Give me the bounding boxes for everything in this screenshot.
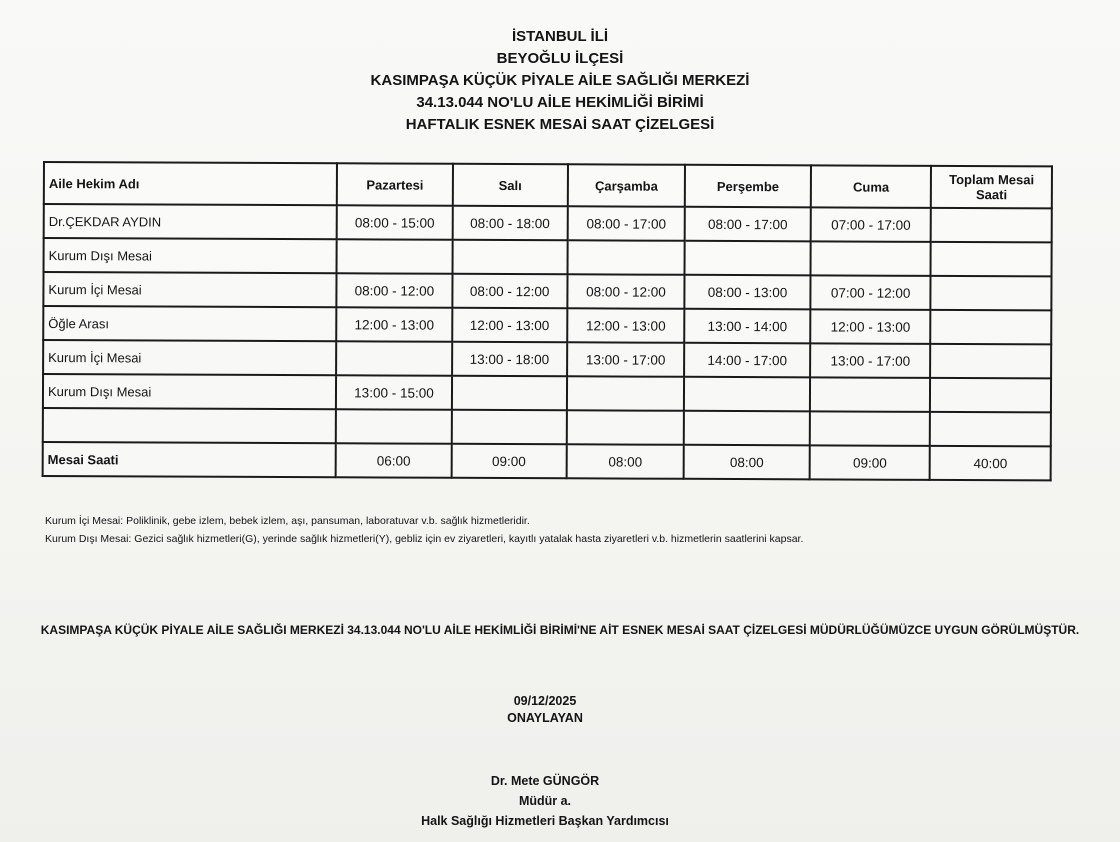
column-header-friday: Cuma [811, 165, 932, 208]
column-header-wednesday: Çarşamba [568, 164, 686, 207]
table-cell: 14:00 - 17:00 [684, 343, 810, 378]
column-header-tuesday: Salı [452, 164, 567, 207]
total-row [43, 442, 1051, 480]
table-cell: 08:00 - 12:00 [337, 273, 452, 308]
table-row [43, 340, 1051, 378]
row-label: Kurum İçi Mesai [43, 272, 337, 307]
header-schedule-title: HAFTALIK ESNEK MESAİ SAAT ÇİZELGESİ [405, 116, 715, 133]
table-cell [452, 376, 567, 411]
approval-date-block [0, 693, 1090, 727]
total-monday: 06:00 [336, 443, 451, 478]
footnotes [45, 512, 803, 548]
table-cell: 12:00 - 13:00 [337, 307, 452, 342]
table-cell [931, 276, 1052, 311]
footnote-internal: Kurum İçi Mesai: Poliklinik, gebe izlem, bebek izlem, aşı, pansuman, laboratuvar v.b. sağlık hizmetleridir. [45, 515, 530, 527]
table-cell [567, 410, 684, 445]
table-cell [810, 241, 931, 276]
table-cell: 07:00 - 12:00 [810, 275, 931, 310]
document-header [0, 26, 1120, 136]
column-header-thursday: Perşembe [685, 165, 811, 208]
row-label: Öğle Arası [43, 306, 337, 341]
header-province: İSTANBUL İLİ [511, 28, 609, 45]
table-row [43, 272, 1051, 310]
table-cell [684, 411, 810, 446]
footnote-external: Kurum Dışı Mesai: Gezici sağlık hizmetleri(G), yerinde sağlık hizmetleri(Y), gebliz için ev ziyaretleri, kayıtlı yatalak hasta ziyaretleri v.b. hizmetlerin saatlerini kapsar. [45, 533, 804, 545]
table-cell: 08:00 - 17:00 [685, 207, 811, 242]
table-cell [336, 409, 451, 444]
signatory-role: Müdür a. [518, 794, 572, 808]
row-label [43, 408, 337, 443]
column-header-doctor: Aile Hekim Adı [44, 162, 338, 205]
signatory-name: Dr. Mete GÜNGÖR [490, 774, 600, 788]
table-header-row [44, 162, 1052, 208]
table-cell: 13:00 - 15:00 [336, 375, 451, 410]
table-cell: 12:00 - 13:00 [810, 309, 931, 344]
table-cell: 08:00 - 15:00 [337, 205, 452, 240]
table-cell [810, 377, 931, 412]
row-label: Kurum İçi Mesai [43, 340, 337, 375]
table-row [43, 306, 1051, 344]
schedule-table [42, 161, 1053, 481]
total-weekly: 40:00 [930, 446, 1051, 481]
table-cell: 13:00 - 14:00 [684, 309, 810, 344]
signatory-block [0, 771, 1090, 831]
table-cell: 08:00 - 12:00 [567, 274, 684, 309]
total-thursday: 08:00 [684, 445, 810, 480]
total-row-label: Mesai Saati [43, 442, 337, 477]
header-unit: 34.13.044 NO'LU AİLE HEKİMLİĞİ BİRİMİ [416, 94, 704, 111]
row-label: Kurum Dışı Mesai [44, 238, 338, 273]
table-cell: 07:00 - 17:00 [811, 207, 932, 242]
table-cell [931, 242, 1052, 277]
table-cell: 13:00 - 17:00 [567, 342, 684, 377]
table-cell: 08:00 - 12:00 [452, 274, 567, 309]
table-cell [930, 378, 1051, 413]
table-cell: 13:00 - 17:00 [810, 343, 931, 378]
table-cell [931, 208, 1052, 243]
table-cell [336, 341, 451, 376]
table-cell [930, 412, 1051, 447]
table-cell [810, 411, 931, 446]
total-wednesday: 08:00 [566, 444, 683, 479]
total-friday: 09:00 [810, 445, 931, 480]
table-cell [337, 239, 452, 274]
table-cell: 08:00 - 17:00 [568, 206, 685, 241]
table-cell: 13:00 - 18:00 [452, 342, 567, 377]
table-cell: 12:00 - 13:00 [452, 308, 567, 343]
table-row [44, 238, 1052, 276]
approval-date: 09/12/2025 [513, 694, 577, 708]
row-label: Kurum Dışı Mesai [43, 374, 337, 409]
table-cell [567, 376, 684, 411]
column-header-monday: Pazartesi [337, 163, 452, 206]
signatory-title: Halk Sağlığı Hizmetleri Başkan Yardımcısı [421, 814, 669, 828]
table-row [43, 408, 1051, 446]
header-district: BEYOĞLU İLÇESİ [496, 50, 624, 67]
table-cell [931, 310, 1052, 345]
table-cell [567, 240, 684, 275]
approver-label: ONAYLAYAN [507, 711, 583, 725]
table-row [44, 204, 1052, 242]
table-cell [685, 241, 811, 276]
header-health-center: KASIMPAŞA KÜÇÜK PİYALE AİLE SAĞLIĞI MERKEZİ [370, 72, 750, 89]
table-cell: 08:00 - 18:00 [452, 206, 567, 241]
table-cell: 08:00 - 13:00 [685, 275, 811, 310]
approval-statement: KASIMPAŞA KÜÇÜK PİYALE AİLE SAĞLIĞI MERKEZİ 34.13.044 NO'LU AİLE HEKİMLİĞİ BİRİMİ'NE AİT ESNEK MESAİ SAAT ÇİZELGESİ MÜDÜRLÜĞÜMÜZCE UYGUN GÖRÜLMÜŞTÜR. [40, 623, 1080, 637]
table-cell: 12:00 - 13:00 [567, 308, 684, 343]
total-tuesday: 09:00 [451, 444, 566, 479]
column-header-total: Toplam Mesai Saati [931, 166, 1052, 209]
table-cell [684, 377, 810, 412]
table-cell [930, 344, 1051, 379]
table-row [43, 374, 1051, 412]
table-cell [451, 410, 566, 445]
table-cell [452, 240, 567, 275]
row-label: Dr.ÇEKDAR AYDIN [44, 204, 338, 239]
